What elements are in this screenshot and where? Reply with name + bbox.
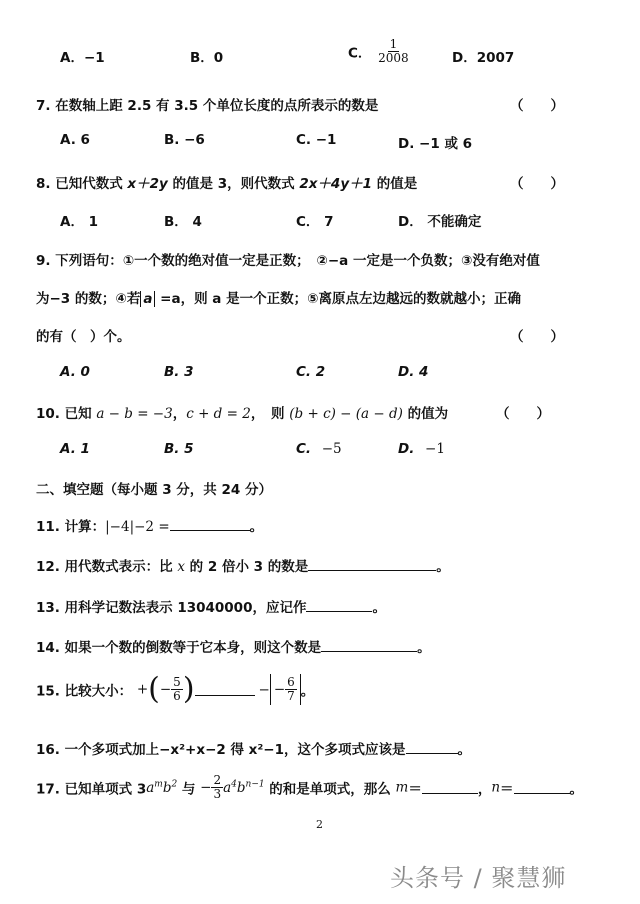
q17-eq1: ＝ [408,781,422,798]
q13-text: 13. 用科学记数法表示 13040000，应记作 [36,600,307,616]
q10-post: 的值为 [402,406,449,422]
q15-answer-blank[interactable] [195,683,255,696]
q15-minus2: − [258,681,270,698]
q8-mid: 的值是 3，则代数式 [167,176,300,192]
q12-var: x [177,559,185,575]
q8-answer-paren: （ ） [510,176,564,192]
q12-answer-blank[interactable] [308,558,436,571]
q15-abs [270,674,301,705]
q6-option-c-fraction [376,38,411,65]
q17-minus: − [200,779,212,796]
q11-end: 。 [249,519,264,535]
q15-fraction2 [285,676,297,703]
q8-option-a: A． 1 [60,214,99,230]
q12-end: 。 [436,559,450,575]
q7-option-a: A. 6 [60,132,90,148]
q17-n-var: n [491,779,501,796]
q14 [36,636,431,656]
q10-option-b: B. 5 [164,441,194,457]
q7-option-c: C. −1 [296,132,337,148]
q8-expr2: 2x＋4y＋1 [299,176,373,192]
q10-pre: 10. 已知 [36,406,97,422]
q10-expr1: a − b = −3 [96,406,173,422]
page-number: 2 [316,818,323,831]
q15-num2: 6 [287,675,295,689]
q10-sep: ， [172,406,187,422]
q9-option-b: B. 3 [164,364,194,380]
q6-option-d: D．2007 [452,50,515,66]
q15-pre: 15. 比较大小： [36,683,133,700]
q17-end: 。 [569,781,584,798]
q17-m-answer-blank[interactable] [422,781,478,794]
q17-mono1: $a^mb^2$ [146,779,178,796]
q9-stem-line2 [36,287,521,307]
q10-mid: ， 则 [250,406,290,422]
q7-answer-paren: （ ） [510,98,564,114]
q13 [36,596,386,616]
q16-answer-blank[interactable] [406,741,458,754]
q8-pre: 8. 已知代数式 [36,176,128,192]
q13-end: 。 [372,600,386,616]
q6-option-c-label: C． [348,45,372,62]
q17-pre: 17. 已知单项式 3 [36,781,147,798]
q17-post: 的和是单项式，那么 [264,781,396,798]
q10-expr3: (b + c) − (a − d) [289,406,403,422]
q6-option-c [348,38,411,65]
q12 [36,555,450,575]
q17-m-var: m [395,779,409,796]
q10-answer-paren: （ ） [496,406,550,422]
q17-comma: ， [477,781,492,798]
q10-option-a: A. 1 [60,441,90,457]
q9-stem-line3: 的有（ ）个。 [36,329,131,345]
q7-option-d: D. −1 或 6 [398,136,473,152]
q8-option-b: B． 4 [164,214,202,230]
q7-option-b: B. −6 [164,132,205,148]
q17 [36,774,583,801]
q7-stem: 7. 在数轴上距 2.5 有 3.5 个单位长度的点所表示的数是 [36,98,379,114]
q16-end: 。 [457,742,471,758]
q9-stem-line1: 9. 下列语句：①一个数的绝对值一定是正数； ②−a 一定是一个负数；③没有绝对值 [36,253,540,269]
q15-num1: 5 [173,675,181,689]
q17-den: 3 [213,787,222,801]
q9-answer-paren: （ ） [510,329,564,345]
q14-end: 。 [417,640,431,656]
q8-option-d: D． 不能确定 [398,214,482,230]
q13-answer-blank[interactable] [306,599,372,612]
q10-stem [36,402,448,422]
q11 [36,515,263,535]
q6-c-numerator: 1 [389,37,398,51]
q9-option-d: D. 4 [398,364,429,380]
q15-open-paren: ( [148,671,160,707]
q10-option-c [296,441,342,457]
q15-minus1: − [159,681,172,698]
q15-plus: + [136,681,149,698]
q17-eq2: ＝ [500,781,514,798]
q8-expr1: x＋2y [127,176,168,192]
q17-mono2: $a^4b^{n-1}$ [223,779,265,796]
q10-option-c-label: C. [296,441,312,457]
q11-pre: 11. 计算： [36,519,106,535]
q8-option-c: C． 7 [296,214,334,230]
q9-line2-pre: 为−3 的数；④若 [36,291,141,307]
q9-abs-a: a [140,291,155,307]
q15-den2: 7 [287,689,295,703]
q16 [36,738,471,758]
q15 [36,671,315,707]
q17-fraction [211,774,223,801]
q16-text: 16. 一个多项式加上−x²+x−2 得 x²−1，这个多项式应该是 [36,742,406,758]
q10-option-d-label: D. [398,441,415,457]
q14-text: 14. 如果一个数的倒数等于它本身，则这个数是 [36,640,322,656]
q10-option-c-value: −5 [321,441,342,457]
q17-n-answer-blank[interactable] [514,781,570,794]
q12-post: 的 2 倍小 3 的数是 [184,559,309,575]
q15-den1: 6 [173,689,181,703]
q8-stem [36,172,417,192]
q9-option-c: C. 2 [296,364,326,380]
q10-option-d-value: −1 [425,441,445,457]
q15-end: 。 [300,683,315,700]
q15-close-paren: ) [182,671,195,707]
section-heading-fill-in: 二、填空题（每小题 3 分，共 24 分） [36,482,272,498]
q11-expr: |−4|−2 = [105,519,170,535]
watermark-text: 头条号 / 聚慧狮 [390,864,567,892]
q6-c-denominator: 2008 [378,51,409,65]
q10-expr2: c + d = 2 [186,406,251,422]
q9-line2-post: =a，则 a 是一个正数；⑤离原点左边越远的数就越小；正确 [155,291,522,307]
q15-minus3: − [273,681,286,698]
q17-with: 与 [177,781,201,798]
q6-option-a: A．−1 [60,50,105,66]
q17-num: 2 [213,773,222,787]
q11-answer-blank[interactable] [170,518,250,531]
q9-option-a: A. 0 [60,364,90,380]
q6-option-b: B．0 [190,50,224,66]
q12-pre: 12. 用代数式表示：比 [36,559,178,575]
q15-fraction1 [171,676,183,703]
q8-post: 的值是 [372,176,418,192]
q10-option-d [398,441,445,457]
q14-answer-blank[interactable] [321,639,417,652]
